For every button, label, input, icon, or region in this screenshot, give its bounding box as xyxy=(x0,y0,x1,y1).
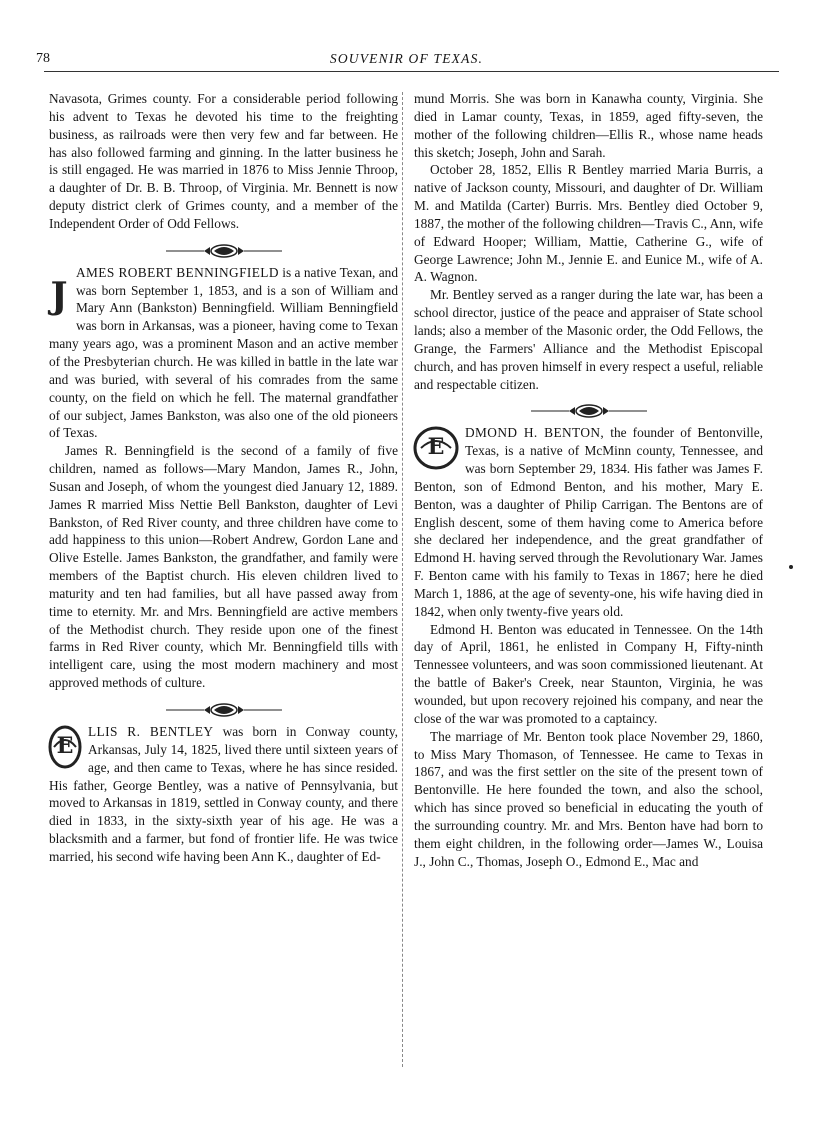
left-column xyxy=(49,90,398,866)
bentley-text-1: was born in Conway county, Arkansas, July 14, 1825, lived there until sixteen years of age, and then came to Texas, where he has since resided. His father, George Bentley, was a native of Pennsylvania, but moved to Arkansas in 1819, settled in Conway county, and there died in 1833, in the sixty-sixth year of his age. He was a blacksmith and a farmer, but fond of frontier life. He was twice married, his second wife having been Ann K., daughter of Ed- xyxy=(49,724,399,864)
bentley-service-paragraph: Mr. Bentley served as a ranger during the late war, has been a school director, justice of the peace and appraiser of State school lands; also a member of the Masonic order, the Odd Fellows, the Grange, the Farmers' Alliance and the Methodist Episcopal church, and has proven himself in every respect a useful, reliable and respectable citizen. xyxy=(414,287,763,392)
ornament-icon xyxy=(164,244,284,258)
margin-mark xyxy=(789,565,793,569)
section-ornament xyxy=(414,397,763,422)
morris-paragraph: mund Morris. She was born in Kanawha county, Virginia. She died in Lamar county, Texas, in 1859, aged fifty-seven, the mother of the following children—Ellis R., whose name heads this sketch; Joseph, John and Sarah. xyxy=(414,91,763,160)
running-title: SOUVENIR OF TEXAS. xyxy=(329,51,484,66)
dropcap-e: E xyxy=(413,426,459,470)
benningfield-text-1: is a native Texan, and was born September 1, 1853, and is a son of William and Mary Ann (Bankston) Benningfield. William Benningfield was born in Arkansas, was a pioneer, having come to Texan many years ago, was a prominent Mason and an active member of the Presbyterian church. He was killed in battle in the late war and was buried, with several of his comrades from the same county, on the field on which he fell. The maternal grandfather of our subject, James Bankston, was also one of the old pioneers of Texas. xyxy=(49,264,398,441)
benton-paragraph-1 xyxy=(414,424,763,620)
benton-name: DMOND H. BENTON, xyxy=(465,425,605,441)
ornament-icon xyxy=(529,404,649,418)
benningfield-paragraph-1 xyxy=(49,264,398,442)
right-column xyxy=(414,90,763,870)
section-ornament xyxy=(49,237,398,262)
bentley-name: LLIS R. BENTLEY xyxy=(88,724,214,739)
benton-paragraph-2: Edmond H. Benton was educated in Tennessee. On the 14th day of April, 1861, he enlisted in Company H, Fifty-ninth Tennessee volunteers, and was soon commissioned lieutenant. At the battle of Baker's Creek, near Staunton, Virginia, he was wounded, but upon recovery rejoined his company, and near the close of the war was promoted to a captaincy. xyxy=(414,621,763,726)
column-divider xyxy=(402,92,403,1067)
page-number: 78 xyxy=(36,51,50,66)
header-rule xyxy=(44,71,779,72)
benningfield-name: AMES ROBERT BENNINGFIELD xyxy=(76,264,279,280)
section-ornament xyxy=(49,696,398,721)
dropcap-e: E xyxy=(48,725,82,769)
ornament-icon xyxy=(164,703,284,717)
benningfield-paragraph-2: James R. Benningfield is the second of a family of five children, named as follows—Mary Mandon, James R., John, Susan and Joseph, of whom the youngest died January 12, 1889. James R married Miss Nettie Bell Bankston, daughter of Levi Bankston, of Red River county, and three children have come to add happiness to this union—Robert Andrew, Gordon Lane and Olive Estelle. James Bankston, the grandfather, and family were members of the Baptist church. His eleven children lived to maturity and ten had families, but all have passed away from time to eternity. Mr. and Mrs. Benningfield are active members of the Methodist church. They reside upon one of the finest farms in Red River county, which Mr. Benningfield tills with intelligent care, using the most modern machinery and most approved methods of culture. xyxy=(49,443,398,691)
dropcap-j: J xyxy=(50,274,68,317)
bentley-marriage-paragraph: October 28, 1852, Ellis R Bentley married Maria Burris, a native of Jackson county, Missouri, and daughter of Dr. William M. and Matilda (Carter) Burris. Mrs. Bentley died October 9, 1887, the mother of the following children—Travis C., Ann, wife of Edward Hooper; William, Mattie, Catherine G., wife of George Lawrence; John M., Jennie E. and Eunice M., wife of A. A. Wagnon. xyxy=(414,162,763,285)
bentley-paragraph-1 xyxy=(49,723,398,866)
benton-paragraph-3: The marriage of Mr. Benton took place November 29, 1860, to Miss Mary Thomason, of Tennessee. He came to Texas in 1867, and was the first settler on the site of the present town of Bentonville. He here founded the town, and also the school, which has since proved so beneficial in educating the youth of the surrounding country. Mr. and Mrs. Benton have had born to them eight children, in the following order—James W., Louisa J., John C., Thomas, Joseph O., Edmond E., Mac and xyxy=(414,728,763,869)
benton-text-1: the founder of Bentonville, Texas, is a native of McMinn county, Tennessee, and was born September 29, 1834. His father was James F. Benton, son of Edmond Benton, and his mother, Mary E. Benton, was a daughter of Philip Carrigan. The Bentons are of English descent, some of them having come to America before she declared her independence, and the great grandfather of Edmond H. having served through the Revolutionary War. James F. Benton came with his family to Texas in 1867; here he died March 1, 1886, at the age of seventy-one, his wife having died in 1842, when only twenty-five years old. xyxy=(414,425,763,619)
bennett-paragraph: Navasota, Grimes county. For a considerable period following his advent to Texas he devoted his time to the freighting business, as railroads were then very few and far between. He has also followed farming and ginning. In the latter business he is still engaged. He was married in 1876 to Miss Jennie Throop, a daughter of Dr. B. B. Throop, of Virginia. Mr. Bennett is now deputy district clerk of Grimes county, and a member of the Independent Order of Odd Fellows. xyxy=(49,91,398,231)
